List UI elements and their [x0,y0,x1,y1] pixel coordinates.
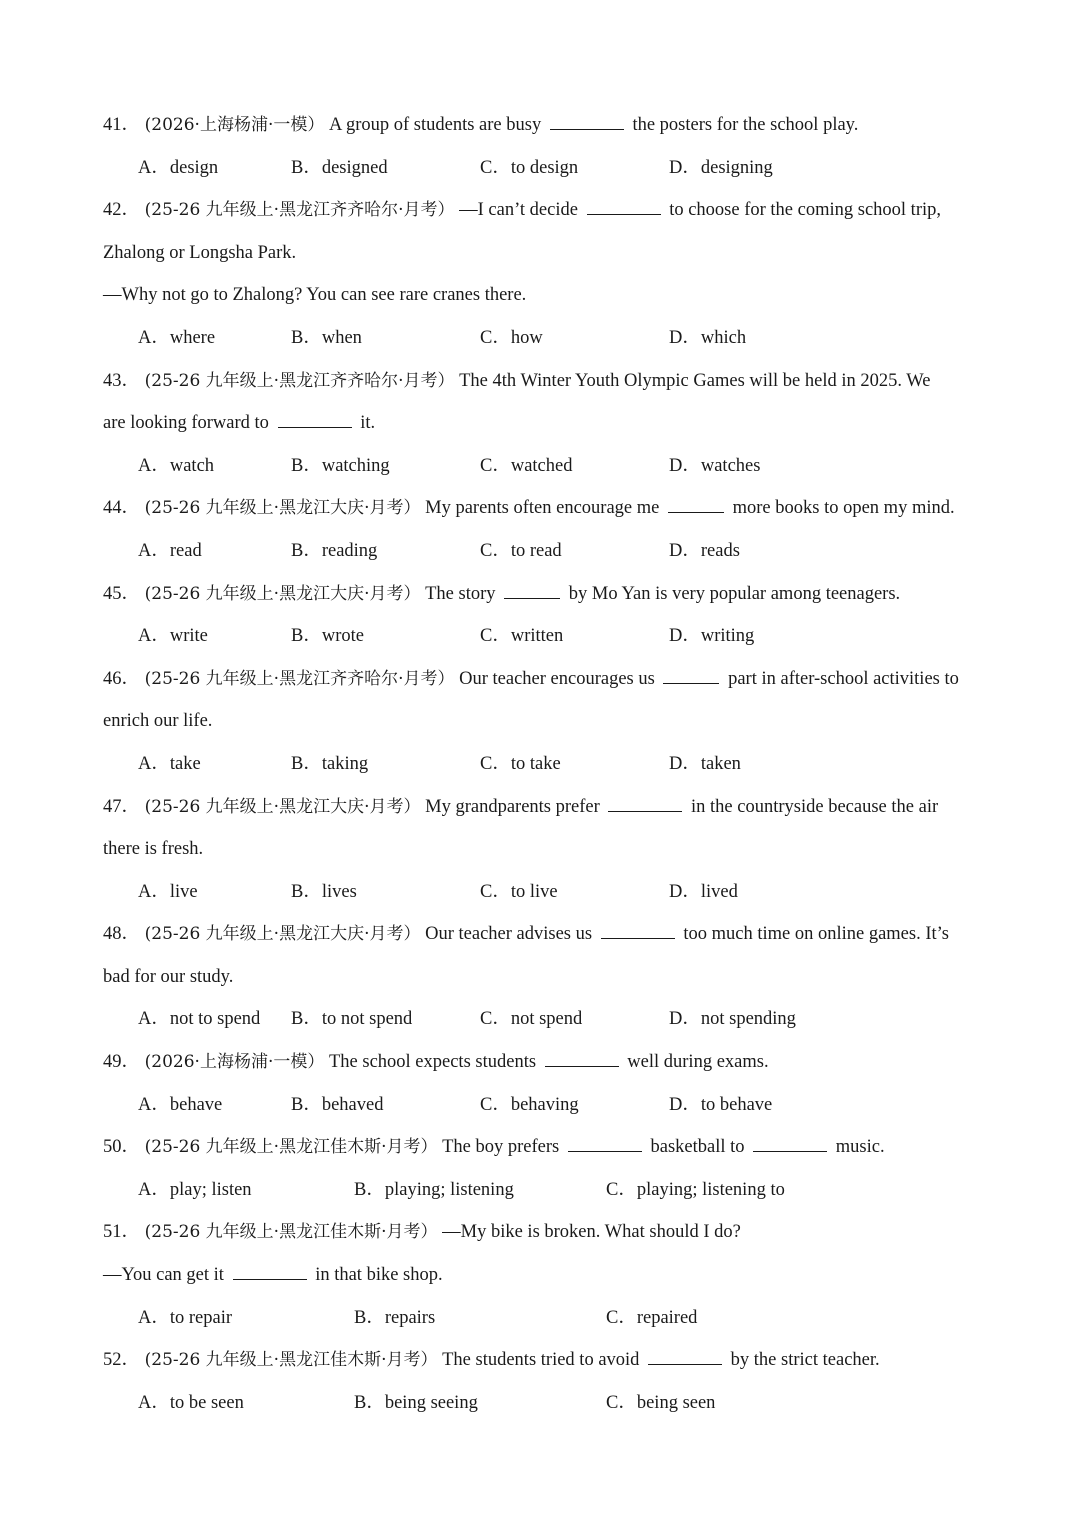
question-43-continued [103,402,983,445]
question-text: —You can get it [103,1265,224,1286]
question-source: (25-26 九年级上·黑龙江佳木斯·月考） [144,1137,438,1158]
question-51 [103,1211,983,1254]
question-text: A group of students are busy [328,115,542,135]
option-d: D．reads [669,540,740,561]
question-source: (25-26 九年级上·黑龙江佳木斯·月考） [144,1350,438,1371]
option-b: B．playing; listening [354,1179,514,1200]
option-d: D．not spending [669,1009,796,1030]
option-a: A．write [138,626,208,647]
question-text: The 4th Winter Youth Olympic Games will be held in 2025. We [459,370,931,391]
option-c: C．to live [480,881,558,902]
question-number: 49． [103,1052,141,1073]
option-d: D．which [669,327,747,348]
question-46-continued: enrich our life. [103,711,213,732]
options-42 [103,317,983,360]
option-c: C．repaired [606,1307,698,1328]
answer-blank [504,580,560,599]
question-42 [103,189,983,232]
option-b: B．designed [291,157,388,178]
question-text: are looking forward to [103,413,269,434]
answer-blank [545,1048,619,1067]
question-number: 48． [103,924,141,945]
option-b: B．being seeing [354,1392,478,1413]
question-source: (2026·上海杨浦·一模） [144,1052,325,1073]
question-42-continued: Zhalong or Longsha Park. [103,242,297,263]
options-49 [103,1084,983,1127]
question-source: (25-26 九年级上·黑龙江大庆·月考） [144,498,421,519]
options-50 [103,1169,983,1212]
question-number: 44． [103,498,141,519]
answer-blank [608,793,682,812]
question-source: (2026·上海杨浦·一模） [144,115,325,135]
options-47 [103,871,983,914]
question-source: (25-26 九年级上·黑龙江齐齐哈尔·月考） [144,370,455,391]
option-c: C．playing; listening to [606,1179,785,1200]
option-c: C．being seen [606,1392,716,1413]
question-source: (25-26 九年级上·黑龙江大庆·月考） [144,924,421,945]
question-51-continued [103,1254,983,1297]
answer-blank [278,409,352,428]
option-b: B．reading [291,540,378,561]
question-number: 50． [103,1137,141,1158]
option-a: A．take [138,753,201,774]
answer-blank [550,111,624,130]
question-source: (25-26 九年级上·黑龙江齐齐哈尔·月考） [144,200,455,221]
question-number: 46． [103,668,141,689]
question-47 [103,786,983,829]
option-d: D．designing [669,157,773,178]
question-list [103,104,983,1424]
option-b: B．behaved [291,1094,384,1115]
option-b: B．lives [291,881,357,902]
option-d: D．watches [669,455,761,476]
options-43 [103,445,983,488]
question-text: basketball to [650,1137,745,1158]
options-41 [103,147,983,190]
question-48-continued: bad for our study. [103,966,234,987]
question-41 [103,104,983,147]
question-text: —I can’t decide [459,200,578,221]
question-source: (25-26 九年级上·黑龙江大庆·月考） [144,583,421,604]
question-text: music. [835,1137,885,1158]
options-48 [103,998,983,1041]
option-c: C．how [480,327,543,348]
question-43 [103,360,983,403]
question-number: 51． [103,1222,141,1243]
question-45 [103,573,983,616]
options-51 [103,1297,983,1340]
option-c: C．written [480,626,564,647]
option-c: C．to design [480,157,579,178]
question-source: (25-26 九年级上·黑龙江齐齐哈尔·月考） [144,668,455,689]
option-a: A．to repair [138,1307,233,1328]
option-c: C．watched [480,455,573,476]
answer-blank [587,196,661,215]
question-text: My parents often encourage me [425,498,660,519]
question-text: The students tried to avoid [442,1350,640,1371]
question-text: in the countryside because the air [691,796,939,817]
option-c: C．not spend [480,1009,583,1030]
option-d: D．writing [669,626,755,647]
question-source: (25-26 九年级上·黑龙江大庆·月考） [144,796,421,817]
question-text: the posters for the school play. [632,115,859,135]
question-number: 43． [103,370,141,391]
option-d: D．lived [669,881,738,902]
question-text: to choose for the coming school trip, [669,200,941,221]
option-a: A．design [138,157,219,178]
option-b: B．to not spend [291,1009,413,1030]
answer-blank [753,1133,827,1152]
answer-blank [668,494,724,513]
question-text: by the strict teacher. [730,1350,880,1371]
question-42-reply: —Why not go to Zhalong? You can see rare cranes there. [103,285,527,306]
answer-blank [233,1261,307,1280]
question-52 [103,1339,983,1382]
option-a: A．not to spend [138,1009,261,1030]
options-45 [103,615,983,658]
answer-blank [568,1133,642,1152]
question-text: it. [360,413,376,434]
question-44 [103,487,983,530]
option-a: A．to be seen [138,1392,244,1413]
question-text: part in after-school activities to [728,668,959,689]
question-48 [103,913,983,956]
option-a: A．watch [138,455,215,476]
question-number: 52． [103,1350,141,1371]
answer-blank [601,920,675,939]
question-text: The story [425,583,496,604]
option-b: B．watching [291,455,390,476]
options-52 [103,1382,983,1425]
question-number: 41． [103,115,141,135]
option-a: A．behave [138,1094,223,1115]
option-b: B．wrote [291,626,364,647]
question-number: 42． [103,200,141,221]
question-text: by Mo Yan is very popular among teenagers. [568,583,901,604]
option-d: D．taken [669,753,741,774]
option-c: C．to take [480,753,561,774]
question-source: (25-26 九年级上·黑龙江佳木斯·月考） [144,1222,438,1243]
options-44 [103,530,983,573]
option-a: A．play; listen [138,1179,252,1200]
question-text: too much time on online games. It’s [683,924,949,945]
question-text: Our teacher advises us [425,924,593,945]
question-47-continued: there is fresh. [103,839,204,860]
question-number: 47． [103,796,141,817]
option-b: B．taking [291,753,369,774]
answer-blank [663,665,719,684]
option-b: B．when [291,327,362,348]
question-text: well during exams. [627,1052,769,1073]
question-49 [103,1041,983,1084]
option-d: D．to behave [669,1094,773,1115]
question-46 [103,658,983,701]
question-text: —My bike is broken. What should I do? [442,1222,741,1243]
option-a: A．live [138,881,198,902]
question-text: My grandparents prefer [425,796,600,817]
option-a: A．where [138,327,216,348]
question-text: in that bike shop. [315,1265,443,1286]
option-c: C．to read [480,540,562,561]
option-c: C．behaving [480,1094,579,1115]
question-text: more books to open my mind. [732,498,955,519]
options-46 [103,743,983,786]
question-text: Our teacher encourages us [459,668,655,689]
option-b: B．repairs [354,1307,436,1328]
question-number: 45． [103,583,141,604]
question-50 [103,1126,983,1169]
answer-blank [648,1346,722,1365]
question-text: The school expects students [328,1052,537,1073]
option-a: A．read [138,540,202,561]
question-text: The boy prefers [442,1137,560,1158]
